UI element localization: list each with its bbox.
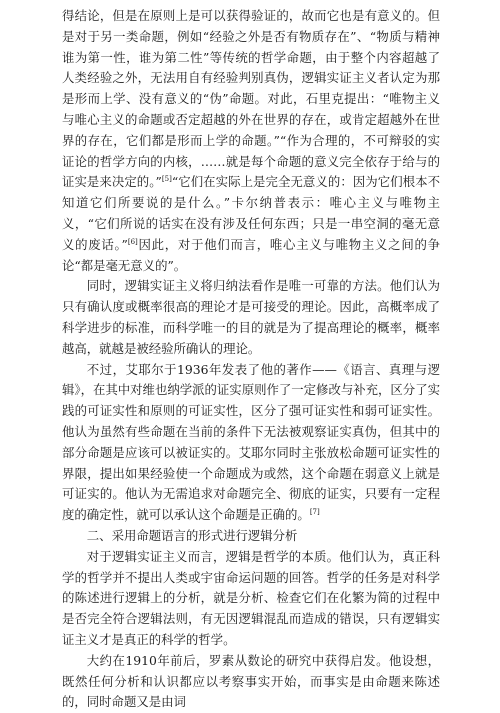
section-heading-text: 二、采用命题语言的形式进行逻辑分析 — [86, 527, 298, 543]
paragraph-logic-essence — [62, 547, 440, 651]
text-run: 同时，逻辑实证主义将归纳法看作是唯一可靠的方法。他们认为只有确认度或概率很高的理论才是可接受的理论。因此，高概率成了科学进步的标准，而科学唯一的目的就是为了提高理论的概率，概率越高，就越是被经验所确认的理论。 — [62, 278, 440, 356]
text-run: 得结论，但是在原则上是可以获得验证的，故而它也是有意义的。但是对于另一类命题，例如“经验之外是否有物质存在”、“物质与精神谁为第一性，谁为第二性”等传统的哲学命题，由于整个内容超越了人类经验之外，无法用自有经验判别真伪，逻辑实证主义者认定为那是形而上学、没有意义的“伪”命题。对此，石里克提出：“唯物主义与唯心主义的命题或否定超越的外在世界的存在，或肯定超越外在世界的存在，它们都是形而上学的命题。”“作为合理的，不可辩驳的实证论的哲学方向的内核，……就是每个命题的意义完全依存于给与的证实是来决定的。” — [62, 8, 440, 190]
paragraph-verification-meaning — [62, 6, 440, 276]
text-run: 因此，对于他们而言，唯心主义与唯物主义之间的争论“都是毫无意义的”。 — [62, 236, 440, 273]
citation-7: [7] — [309, 508, 320, 517]
text-run: 不过，艾耶尔于1936年发表了他的著作——《语言、真理与逻辑》，在其中对维也纳学派的证实原则作了一定修改与补充，区分了实践的可证实性和原则的可证实性，区分了强可证实性和弱可证实性。他认为虽然有些命题在当前的条件下无法被观察证实真伪，但其中的部分命题是应该可以被证实的。艾耶尔同时主张放松命题可证实性的界限，提出如果经验使一个命题成为或然，这个命题在弱意义上就是可证实的。他认为无需追求对命题完全、彻底的证实，只要有一定程度的确定性，就可以承认这个命题是正确的。 — [62, 361, 440, 523]
paragraph-induction — [62, 276, 440, 359]
text-run: “它们在实际上是完全无意义的：因为它们根本不知道它们所要说的是什么。”卡尔纳普表示：唯心主义与唯物主义，“它们所说的话实在没有涉及任何东西；只是一串空洞的毫无意义的废话。” — [62, 174, 440, 252]
text-run: 对于逻辑实证主义而言，逻辑是哲学的本质。他们认为，真正科学的哲学并不提出人类或宇宙命运问题的回答。哲学的任务是对科学的陈述进行逻辑上的分析，就是分析、检查它们在化繁为简的过程中是否完全符合逻辑法则，有无因逻辑混乱而造成的错误，只有逻辑实证主义才是真正的科学的哲学。 — [62, 548, 440, 647]
citation-6: [6] — [127, 237, 138, 246]
section-heading — [62, 526, 440, 547]
citation-5: [5] — [161, 175, 172, 184]
paragraph-russell — [62, 651, 440, 713]
text-run: 大约在1910年前后，罗素从数论的研究中获得启发。他设想，既然任何分析和认识都应以考察事实开始，而事实是由命题来陈述的，同时命题又是由词 — [62, 652, 440, 710]
paragraph-ayer — [62, 360, 440, 526]
